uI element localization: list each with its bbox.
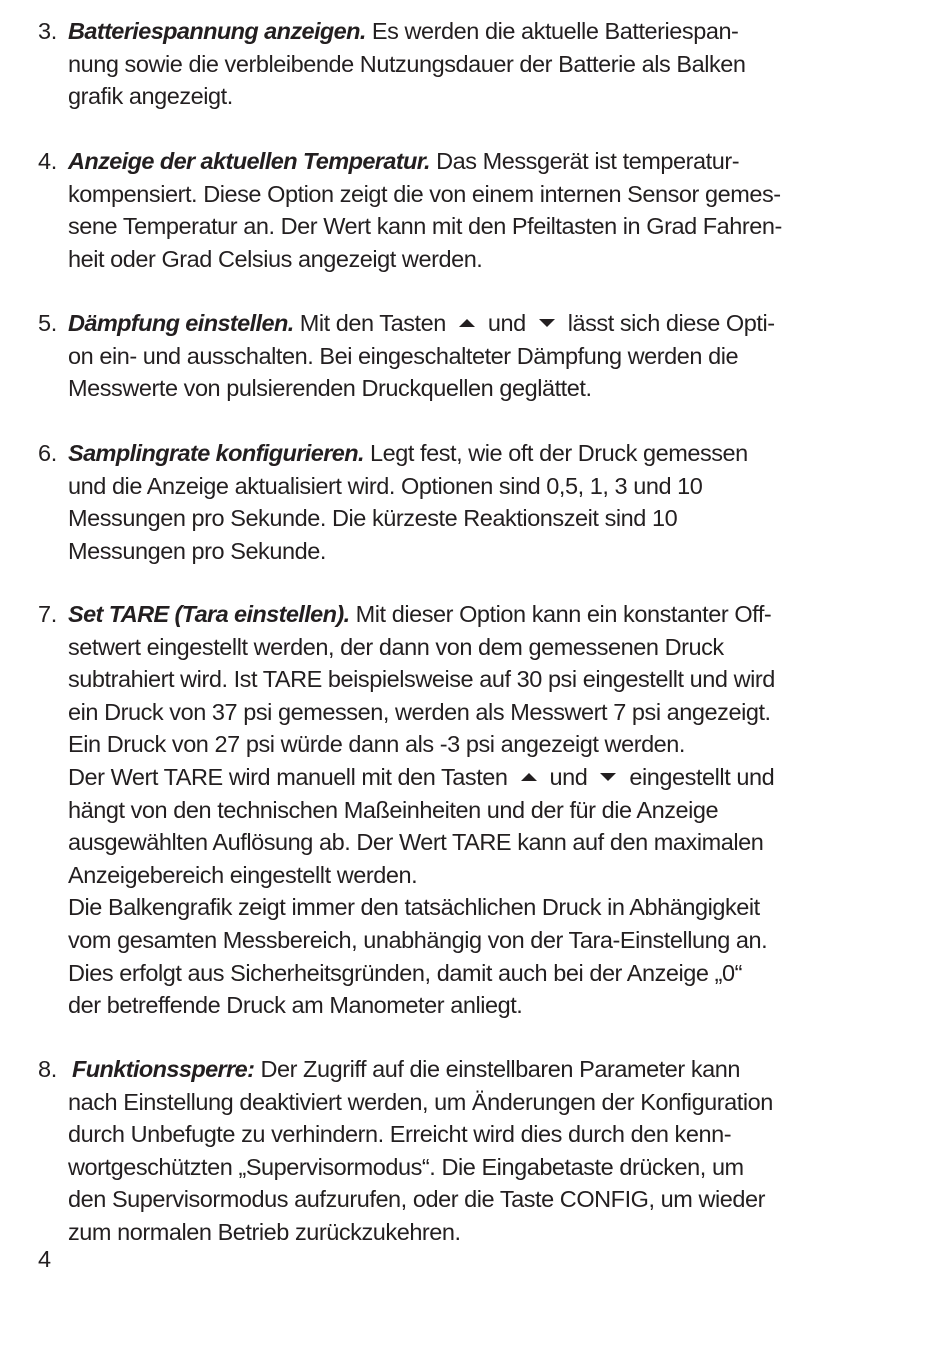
text-line: Dies erfolgt aus Sicherheitsgründen, damit auch bei der Anzeige „0“: [68, 959, 742, 986]
text-line: Messungen pro Sekunde. Die kürzeste Reaktionszeit sind 10: [68, 505, 678, 532]
text-fragment: Der Zugriff auf die einstellbaren Parameter kann: [260, 1056, 741, 1082]
text-fragment: Das Messgerät ist temperatur-: [436, 148, 740, 174]
text-fragment: und: [487, 310, 526, 336]
text-line: heit oder Grad Celsius angezeigt werden.: [68, 245, 483, 272]
item-number: 3.: [38, 18, 57, 44]
text-line: wortgeschützten „Supervisormodus“. Die Eingabetaste drücken, um: [68, 1153, 744, 1180]
list-item-3: [38, 15, 858, 113]
arrow-down-icon: [600, 773, 616, 781]
text-line: Anzeigebereich eingestellt werden.: [68, 861, 418, 888]
list-item-8: [38, 1053, 858, 1249]
item-heading: Dämpfung einstellen.: [68, 310, 294, 336]
text-line: ausgewählten Auflösung ab. Der Wert TARE kann auf den maximalen: [68, 829, 764, 856]
list-item-4: [38, 145, 858, 275]
text-fragment: eingestellt und: [629, 763, 775, 790]
item-heading: Funktionssperre:: [72, 1056, 255, 1082]
item-number: 6.: [38, 440, 57, 466]
text-line: zum normalen Betrieb zurückzukehren.: [68, 1218, 461, 1245]
arrow-up-icon: [521, 773, 537, 781]
text-line: [68, 15, 858, 48]
text-line: sene Temperatur an. Der Wert kann mit den Pfeiltasten in Grad Fahren-: [68, 213, 782, 240]
text-line: der betreffende Druck am Manometer anliegt.: [68, 992, 523, 1019]
text-line: ein Druck von 37 psi gemessen, werden als Messwert 7 psi angezeigt.: [68, 698, 771, 725]
text-line: nach Einstellung deaktiviert werden, um Änderungen der Konfiguration: [68, 1088, 773, 1115]
text-fragment: Legt fest, wie oft der Druck gemessen: [369, 440, 748, 466]
item-heading: Set TARE (Tara einstellen).: [68, 601, 350, 627]
text-line: Ein Druck von 27 psi würde dann als -3 psi angezeigt werden.: [68, 731, 686, 758]
text-line: Messwerte von pulsierenden Druckquellen geglättet.: [68, 375, 592, 402]
text-fragment: Es werden die aktuelle Batteriespan-: [371, 18, 739, 44]
item-number: 5.: [38, 310, 57, 336]
text-line: und die Anzeige aktualisiert wird. Optionen sind 0,5, 1, 3 und 10: [68, 472, 703, 499]
text-line: [68, 761, 858, 794]
text-line: Die Balkengrafik zeigt immer den tatsächlichen Druck in Abhängigkeit: [68, 894, 760, 921]
text-line: grafik angezeigt.: [68, 83, 233, 110]
text-fragment: und: [549, 763, 588, 790]
text-line: Messungen pro Sekunde.: [68, 537, 326, 564]
text-line: nung sowie die verbleibende Nutzungsdauer der Batterie als Balken: [68, 50, 746, 77]
list-item-7: [38, 598, 858, 1022]
text-fragment: lässt sich diese Opti-: [567, 310, 775, 336]
text-line: subtrahiert wird. Ist TARE beispielsweise auf 30 psi eingestellt und wird: [68, 666, 775, 693]
text-line: [68, 307, 858, 340]
arrow-down-icon: [539, 319, 555, 327]
item-heading: Samplingrate konfigurieren.: [68, 440, 364, 466]
text-line: [68, 1053, 858, 1086]
list-item-5: [38, 307, 858, 405]
item-number: 7.: [38, 601, 57, 627]
text-line: kompensiert. Diese Option zeigt die von einem internen Sensor gemes-: [68, 180, 781, 207]
text-line: den Supervisormodus aufzurufen, oder die Taste CONFIG, um wieder: [68, 1186, 766, 1213]
text-line: [68, 598, 858, 631]
page-number: 4: [38, 1246, 52, 1272]
text-line: durch Unbefugte zu verhindern. Erreicht wird dies durch den kenn-: [68, 1121, 732, 1148]
text-line: setwert eingestellt werden, der dann von dem gemessenen Druck: [68, 633, 724, 660]
text-line: on ein- und ausschalten. Bei eingeschalteter Dämpfung werden die: [68, 342, 739, 369]
arrow-up-icon: [459, 319, 475, 327]
item-heading: Anzeige der aktuellen Temperatur.: [68, 148, 430, 174]
text-fragment: Der Wert TARE wird manuell mit den Tasten: [68, 763, 508, 790]
item-number: 8.: [38, 1056, 57, 1082]
text-line: hängt von den technischen Maßeinheiten und der für die Anzeige: [68, 796, 719, 823]
list-item-6: [38, 437, 858, 567]
item-number: 4.: [38, 148, 57, 174]
text-fragment: Mit den Tasten: [299, 310, 446, 336]
text-line: [68, 145, 858, 178]
item-heading: Batteriespannung anzeigen.: [68, 18, 366, 44]
text-line: [68, 437, 858, 470]
text-fragment: Mit dieser Option kann ein konstanter Off-: [355, 601, 772, 627]
text-line: vom gesamten Messbereich, unabhängig von der Tara-Einstellung an.: [68, 926, 768, 953]
